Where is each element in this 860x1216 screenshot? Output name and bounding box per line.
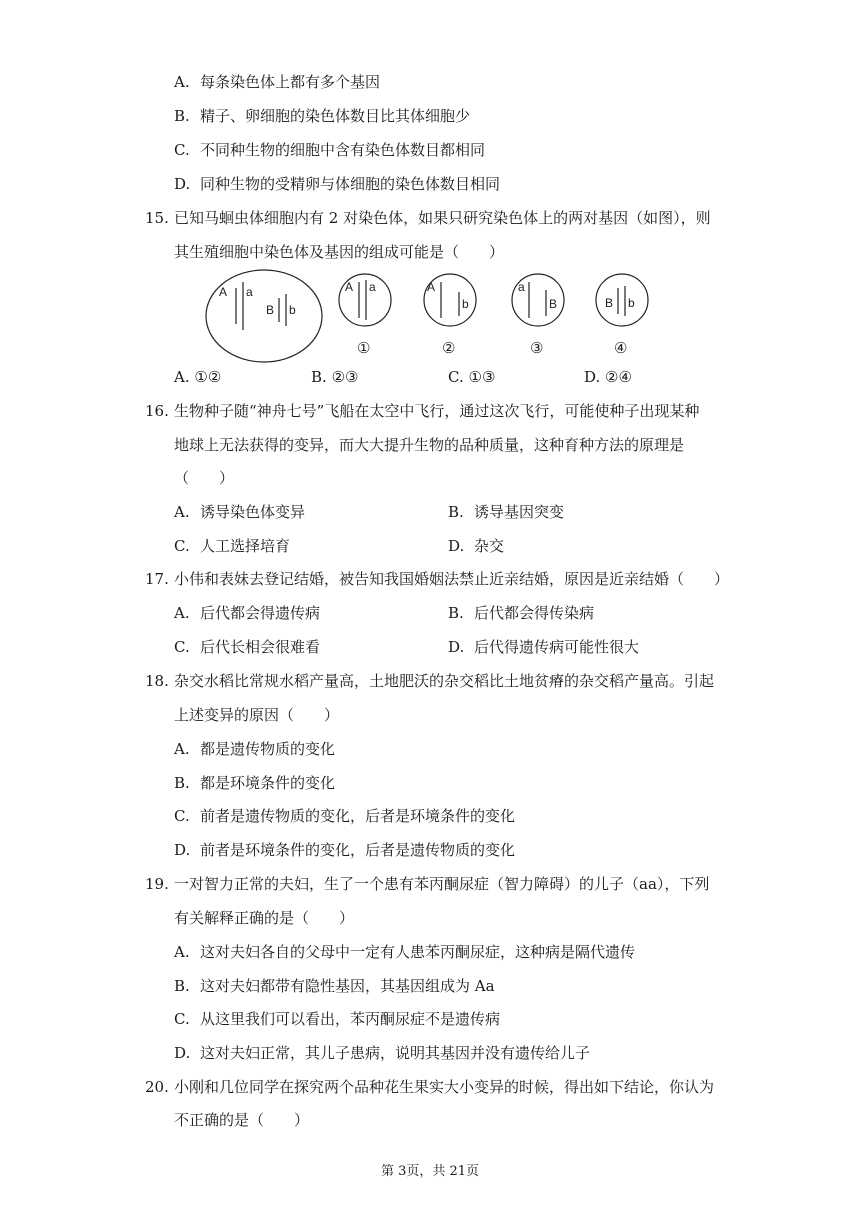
q19-option-d: D. 这对夫妇正常，其儿子患病，说明其基因并没有遗传给儿子 [174,1044,591,1062]
q18-option-d: D. 前者是环境条件的变化，后者是遗传物质的变化 [174,841,516,859]
q18-option-c: C. 前者是遗传物质的变化，后者是环境条件的变化 [174,807,516,825]
q17-option-b: B. 后代都会得传染病 [448,604,595,622]
q16-stem-line2: 地球上无法获得的变异，而大大提升生物的品种质量，这种育种方法的原理是 [174,436,685,454]
q16-option-c: C. 人工选择培育 [174,537,291,555]
gamete-cell-4 [596,274,648,326]
svg-text:A: A [345,280,354,294]
q15-option-a: A. ①② [174,368,222,386]
q15-stem-line1: 已知马蛔虫体细胞内有 2 对染色体，如果只研究染色体上的两对基因（如图），则 [174,209,711,227]
q14-option-a: A. 每条染色体上都有多个基因 [174,73,381,91]
q15-number: 15. [145,209,169,227]
q15-option-b: B. ②③ [311,368,359,386]
q16-stem-line1: 生物种子随“神舟七号”飞船在太空中飞行，通过这次飞行，可能使种子出现某种 [174,402,700,420]
q18-option-a: A. 都是遗传物质的变化 [174,740,336,758]
q17-option-a: A. 后代都会得遗传病 [174,604,321,622]
svg-text:B: B [549,297,558,311]
caption-3: ③ [530,340,544,357]
q19-option-c: C. 从这里我们可以看出，苯丙酮尿症不是遗传病 [174,1010,501,1028]
q16-stem-line3: （ ） [174,469,235,487]
svg-text:b: b [462,297,469,311]
q17-option-c: C. 后代长相会很难看 [174,638,321,656]
q20-stem-line1: 小刚和几位同学在探究两个品种花生果实大小变异的时候，得出如下结论，你认为 [174,1078,715,1096]
q16-option-d: D. 杂交 [448,537,505,555]
svg-text:A: A [427,280,436,294]
page-footer: 第 3页，共 21页 [380,1164,480,1179]
q14-option-b: B. 精子、卵细胞的染色体数目比其体细胞少 [174,107,471,125]
q18-number: 18. [145,672,169,690]
caption-4: ④ [614,340,628,357]
q19-number: 19. [145,875,169,893]
q19-option-a: A. 这对夫妇各自的父母中一定有人患苯丙酮尿症，这种病是隔代遗传 [174,943,636,961]
q14-option-d: D. 同种生物的受精卵与体细胞的染色体数目相同 [174,175,501,193]
q18-option-b: B. 都是环境条件的变化 [174,774,336,792]
svg-text:B: B [605,296,614,310]
q17-option-d: D. 后代得遗传病可能性很大 [448,638,640,656]
q20-number: 20. [145,1078,169,1096]
caption-1: ① [357,340,371,357]
q17-stem-line1: 小伟和表妹去登记结婚，被告知我国婚姻法禁止近亲结婚，原因是近亲结婚（ ） [174,570,730,588]
q14-option-c: C. 不同种生物的细胞中含有染色体数目都相同 [174,141,486,159]
svg-text:b: b [628,296,635,310]
body-cell-ellipse [206,270,322,362]
q19-option-b: B. 这对夫妇都带有隐性基因，其基因组成为 Aa [174,977,495,995]
q16-number: 16. [145,402,169,420]
q19-stem-line2: 有关解释正确的是（ ） [174,909,355,927]
q17-number: 17. [145,570,169,588]
svg-text:a: a [369,280,376,294]
gene-label-B: B [266,303,275,317]
q18-stem-line2: 上述变异的原因（ ） [174,706,340,724]
gene-label-b: b [289,303,296,317]
q20-stem-line2: 不正确的是（ ） [174,1111,310,1129]
q15-stem-line2: 其生殖细胞中染色体及基因的组成可能是（ ） [174,243,505,261]
q15-option-d: D. ②④ [584,368,632,386]
q16-option-a: A. 诱导染色体变异 [174,503,306,521]
gene-label-A: A [219,285,228,299]
q18-stem-line1: 杂交水稻比常规水稻产量高，土地肥沃的杂交稻比土地贫瘠的杂交稻产量高。引起 [174,672,715,690]
caption-2: ② [442,340,456,357]
q19-stem-line1: 一对智力正常的夫妇，生了一个患有苯丙酮尿症（智力障碍）的儿子（aa），下列 [174,875,710,893]
q16-option-b: B. 诱导基因突变 [448,503,565,521]
q15-option-c: C. ①③ [448,368,496,386]
gene-label-a: a [246,285,253,299]
svg-text:a: a [518,280,525,294]
